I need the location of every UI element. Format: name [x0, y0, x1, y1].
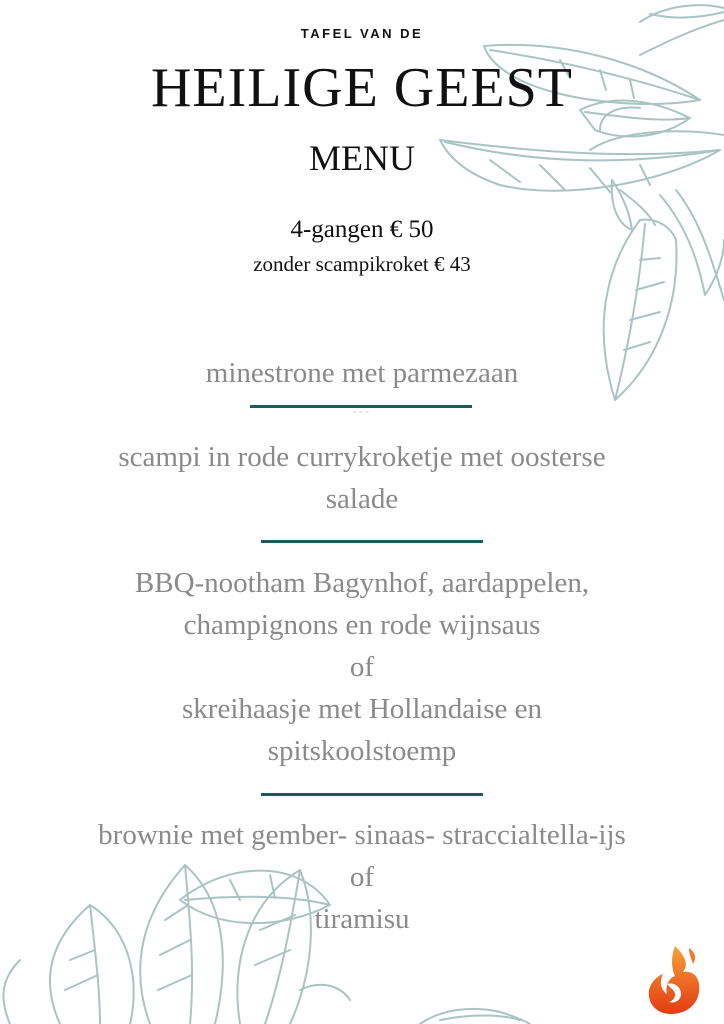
course-dessert-line-2: of [349, 861, 375, 893]
divider-2 [261, 540, 483, 543]
separator-dash: --- [353, 404, 371, 418]
course-dessert [0, 814, 724, 940]
course-starter [0, 352, 724, 394]
course-main-line-5: spitskoolstoemp [267, 735, 457, 767]
course-main-line-4: skreihaasje met Hollandaise en [182, 693, 542, 725]
course-second-line-2: salade [325, 483, 399, 515]
course-dessert-line-1: brownie met gember- sinaas- straccialtella-ijs [98, 819, 626, 851]
course-second [0, 436, 724, 520]
price-four-courses: 4-gangen € 50 [290, 216, 434, 243]
course-second-line-1: scampi in rode currykroketje met oosterse [118, 441, 606, 473]
flame-logo-icon [645, 942, 707, 1016]
course-starter-text: minestrone met parmezaan [205, 357, 519, 389]
course-main-line-1: BBQ-nootham Bagynhof, aardappelen, [134, 567, 590, 599]
divider-3 [261, 793, 483, 796]
supertitle: TAFEL VAN DE [300, 26, 424, 41]
menu-heading: MENU [309, 138, 415, 178]
course-main-line-3: of [349, 651, 375, 683]
price-without-croquette: zonder scampikroket € 43 [253, 252, 471, 276]
course-main [0, 562, 724, 772]
course-main-line-2: champignons en rode wijnsaus [183, 609, 541, 641]
page-title: HEILIGE GEEST [150, 57, 573, 119]
course-dessert-line-3: tiramisu [314, 903, 410, 935]
